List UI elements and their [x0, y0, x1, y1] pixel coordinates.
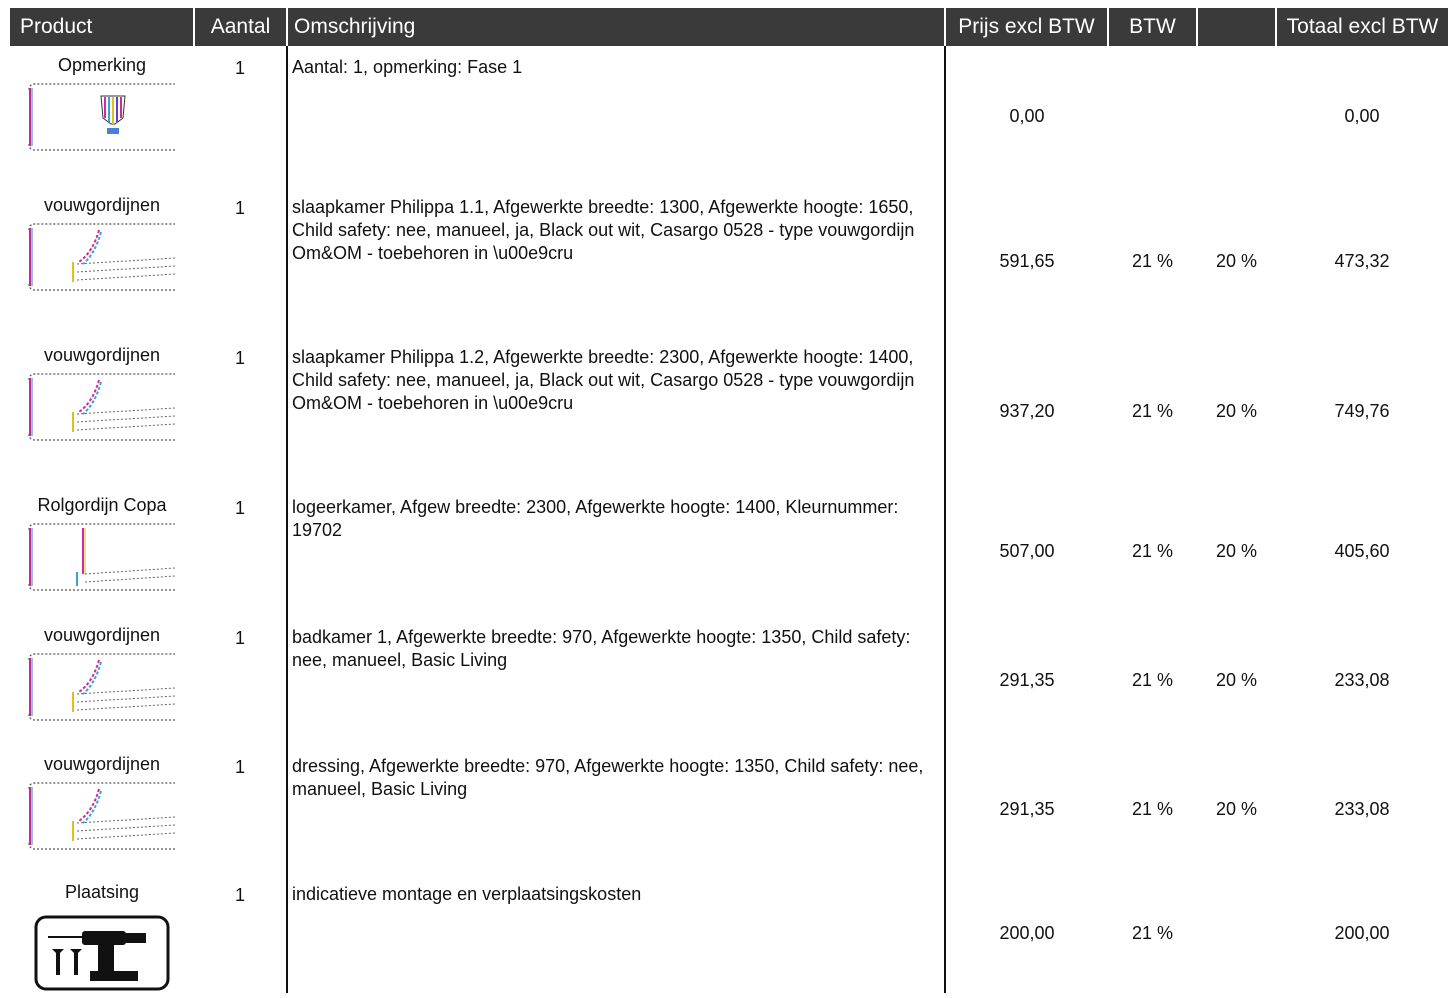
- discount-cell: [1197, 873, 1276, 993]
- table-row: [10, 745, 1448, 873]
- header-product: Product: [10, 8, 194, 46]
- product-cell: [10, 745, 194, 873]
- qty-cell: 1: [234, 198, 245, 218]
- folding-curtain-icon: [27, 781, 177, 851]
- qty-cell: 1: [234, 628, 245, 648]
- vat-cell: [1108, 46, 1197, 186]
- discount-cell: 20 %: [1215, 400, 1258, 421]
- product-name: Plaatsing: [64, 882, 140, 902]
- vat-cell: 21 %: [1131, 670, 1174, 690]
- table-row: [10, 486, 1448, 616]
- header-total: Totaal excl BTW: [1276, 8, 1448, 46]
- header-price: Prijs excl BTW: [945, 8, 1108, 46]
- total-cell: 405,60: [1334, 540, 1390, 561]
- drill-icon: [32, 913, 172, 993]
- folding-curtain-icon: [27, 222, 177, 292]
- price-cell: 291,35: [999, 798, 1055, 819]
- total-cell: 749,76: [1334, 400, 1390, 421]
- header-description: Omschrijving: [287, 8, 945, 46]
- product-name: Opmerking: [57, 55, 147, 75]
- description-cell: slaapkamer Philippa 1.2, Afgewerkte breedte: 2300, Afgewerkte hoogte: 1400, Child safety: nee, manueel, ja, Black out wit, Casargo 0528 - type vouwgordijn Om&OM - toebehoren in \u00e9cru: [287, 336, 945, 486]
- product-cell: [10, 486, 194, 616]
- qty-cell: 1: [234, 885, 245, 905]
- vat-cell: 21 %: [1131, 540, 1174, 561]
- description-cell: logeerkamer, Afgew breedte: 2300, Afgewerkte hoogte: 1400, Kleurnummer: 19702: [287, 486, 945, 616]
- discount-cell: [1197, 46, 1276, 186]
- product-name: vouwgordijnen: [43, 754, 161, 774]
- product-cell: [10, 46, 194, 186]
- header-qty: Aantal: [194, 8, 287, 46]
- qty-cell: 1: [234, 348, 245, 368]
- product-name: vouwgordijnen: [43, 625, 161, 645]
- table-row: [10, 873, 1448, 993]
- vat-cell: 21 %: [1131, 922, 1174, 943]
- total-cell: 233,08: [1334, 798, 1390, 819]
- product-name: vouwgordijnen: [43, 195, 161, 215]
- product-cell: [10, 616, 194, 745]
- quote-table: [10, 8, 1448, 993]
- table-header: [10, 8, 1448, 46]
- folding-curtain-icon: [27, 652, 177, 722]
- discount-cell: 20 %: [1215, 250, 1258, 271]
- price-cell: 291,35: [999, 670, 1055, 690]
- vat-cell: 21 %: [1131, 250, 1174, 271]
- price-cell: 0,00: [1009, 105, 1045, 126]
- header-discount: [1197, 8, 1276, 46]
- table-row: [10, 616, 1448, 745]
- discount-cell: 20 %: [1215, 798, 1258, 819]
- table-row: [10, 336, 1448, 486]
- discount-cell: 20 %: [1215, 670, 1258, 690]
- discount-cell: 20 %: [1215, 540, 1258, 561]
- description-cell: Aantal: 1, opmerking: Fase 1: [287, 46, 945, 186]
- price-cell: 937,20: [999, 400, 1055, 421]
- total-cell: 0,00: [1344, 105, 1380, 126]
- header-vat: BTW: [1108, 8, 1197, 46]
- product-cell: [10, 336, 194, 486]
- description-cell: badkamer 1, Afgewerkte breedte: 970, Afgewerkte hoogte: 1350, Child safety: nee, manueel, Basic Living: [287, 616, 945, 745]
- vat-cell: 21 %: [1131, 400, 1174, 421]
- product-cell: [10, 186, 194, 336]
- qty-cell: 1: [234, 757, 245, 777]
- total-cell: 233,08: [1334, 670, 1390, 690]
- qty-cell: 1: [234, 498, 245, 518]
- price-cell: 591,65: [999, 250, 1055, 271]
- total-cell: 200,00: [1334, 922, 1390, 943]
- product-name: Rolgordijn Copa: [37, 495, 167, 515]
- folding-curtain-icon: [27, 372, 177, 442]
- price-cell: 200,00: [999, 922, 1055, 943]
- remark-icon: [27, 82, 177, 152]
- roller-blind-icon: [27, 522, 177, 592]
- description-cell: slaapkamer Philippa 1.1, Afgewerkte breedte: 1300, Afgewerkte hoogte: 1650, Child safety: nee, manueel, ja, Black out wit, Casargo 0528 - type vouwgordijn Om&OM - toebehoren in \u00e9cru: [287, 186, 945, 336]
- total-cell: 473,32: [1334, 250, 1390, 271]
- table-row: [10, 46, 1448, 186]
- vat-cell: 21 %: [1131, 798, 1174, 819]
- description-cell: dressing, Afgewerkte breedte: 970, Afgewerkte hoogte: 1350, Child safety: nee, manueel, Basic Living: [287, 745, 945, 873]
- product-cell: [10, 873, 194, 993]
- product-name: vouwgordijnen: [43, 345, 161, 365]
- description-cell: indicatieve montage en verplaatsingskosten: [287, 873, 945, 993]
- qty-cell: 1: [234, 58, 245, 78]
- table-row: [10, 186, 1448, 336]
- price-cell: 507,00: [999, 540, 1055, 561]
